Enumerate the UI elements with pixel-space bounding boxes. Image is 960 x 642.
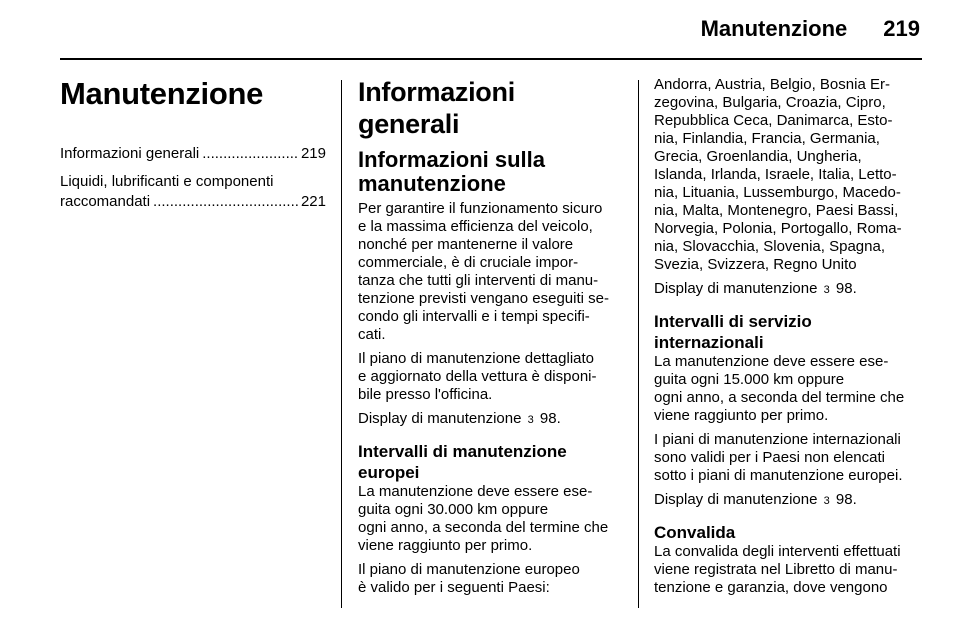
- country-list: Andorra, Austria, Belgio, Bosnia Er- zegovina, Bulgaria, Croazia, Cipro, Repubblica Ceca, Danimarca, Esto- nia, Finlandia, Francia, Germania, Grecia, Groenlandia, Ungheria, Islanda, Irlanda, Israele, Italia, Letto- nia, Lituania, Lussemburgo, Macedo- nia, Malta, Montenegro, Paesi Bassi, Norvegia, Polonia, Portogallo, Roma- nia, Slovacchia, Slovenia, Spagna, Svezia, Svizzera, Regno Unito: [654, 76, 902, 273]
- body-paragraph: Il piano di manutenzione europeo è valido per i seguenti Paesi:: [358, 561, 580, 596]
- toc-leader-dots: [202, 144, 298, 164]
- column-divider-2: [638, 80, 639, 608]
- body-paragraph: La convalida degli interventi effettuati viene registrata nel Libretto di manu- tenzione e garanzia, dove vengono: [654, 543, 901, 596]
- page-reference-arrow-icon: 3: [527, 414, 534, 426]
- page-reference-arrow-icon: 3: [823, 284, 830, 296]
- chapter-title: Manutenzione: [60, 76, 264, 111]
- cross-reference[interactable]: Display di manutenzione 3 98.: [654, 280, 857, 297]
- toc-entry-label: Informazioni generali: [60, 145, 200, 162]
- header-divider: [60, 58, 922, 60]
- toc-entry-page: 221: [300, 193, 326, 210]
- body-paragraph: I piani di manutenzione internazionali sono validi per i Paesi non elencati sotto i piani di manutenzione europei.: [654, 431, 903, 484]
- page-header: [701, 16, 920, 42]
- subsection-title-international: Intervalli di servizio internazionali: [654, 312, 812, 352]
- running-title: Manutenzione: [700, 16, 848, 41]
- body-paragraph: Il piano di manutenzione dettagliato e aggiornato della vettura è disponi- bile presso l'officina.: [358, 350, 597, 403]
- column-3: [654, 76, 922, 603]
- toc-entry-fluids[interactable]: [60, 172, 326, 212]
- toc-entry-label-line1: Liquidi, lubrificanti e componenti: [60, 173, 274, 190]
- section-title: Informazioni generali: [358, 77, 515, 139]
- toc-entry-general[interactable]: [60, 144, 326, 164]
- column-2: [358, 76, 622, 603]
- toc-entry-page: 219: [300, 145, 326, 162]
- cross-reference[interactable]: Display di manutenzione 3 98.: [654, 491, 857, 508]
- subsection-title-european: Intervalli di manutenzione europei: [358, 442, 567, 482]
- subsection-title-validation: Convalida: [654, 523, 736, 542]
- toc-leader-dots: [153, 192, 298, 212]
- toc-entry-label-line2: raccomandati: [60, 193, 151, 210]
- page-reference-arrow-icon: 3: [823, 495, 830, 507]
- column-divider-1: [341, 80, 342, 608]
- body-paragraph: La manutenzione deve essere ese- guita ogni 15.000 km oppure ogni anno, a seconda del termine che viene raggiunto per primo.: [654, 353, 905, 424]
- body-paragraph: La manutenzione deve essere ese- guita ogni 30.000 km oppure ogni anno, a seconda del termine che viene raggiunto per primo.: [358, 483, 609, 554]
- page-number: 219: [883, 16, 920, 41]
- subsection-title: Informazioni sulla manutenzione: [358, 147, 546, 196]
- cross-reference[interactable]: Display di manutenzione 3 98.: [358, 410, 561, 427]
- column-1: [60, 76, 326, 220]
- body-paragraph: Per garantire il funzionamento sicuro e la massima efficienza del veicolo, nonché per mantenerne il valore commerciale, è di cruciale impor- tanza che tutti gli interventi di manu- tenzione previsti vengano eseguiti se- condo gli intervalli e i tempi specifi- cati.: [358, 200, 609, 343]
